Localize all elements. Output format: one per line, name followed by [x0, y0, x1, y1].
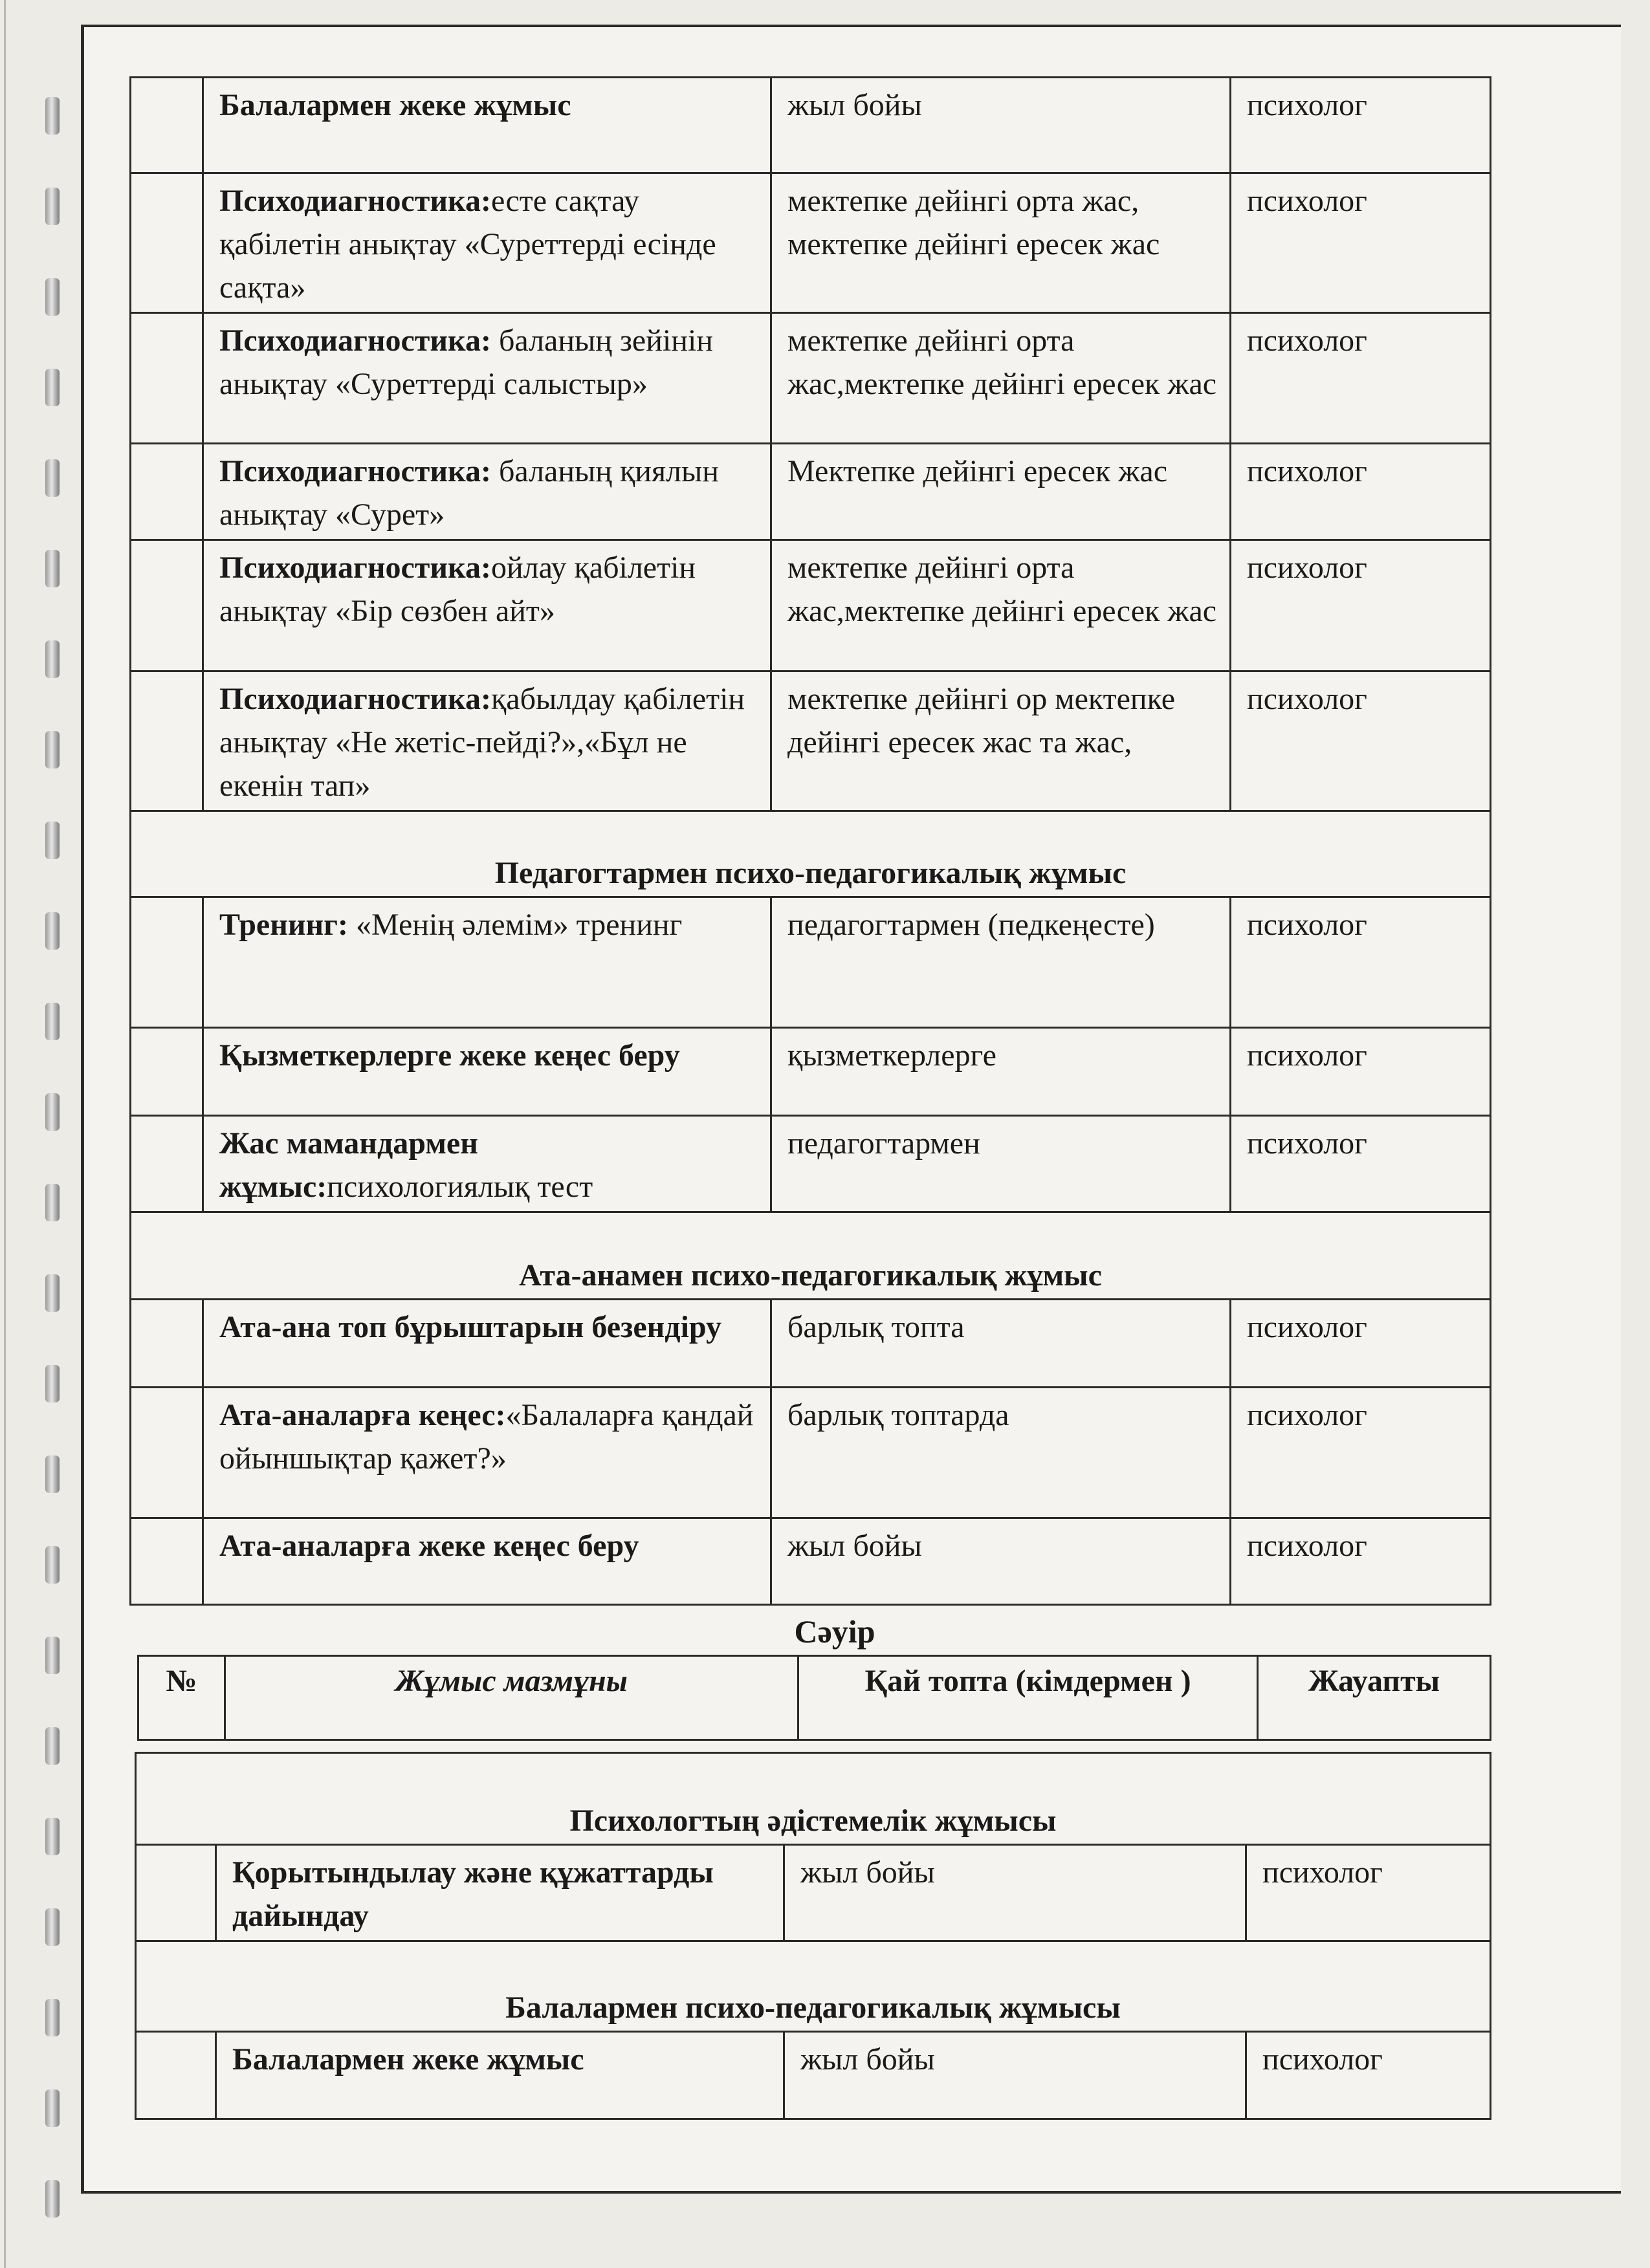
binding-ring — [45, 912, 60, 950]
table-row — [131, 1388, 1491, 1518]
table-row — [131, 897, 1491, 1028]
binding-ring — [45, 97, 60, 135]
row-number — [131, 1116, 203, 1212]
target-group: барлық топтарда — [771, 1388, 1231, 1518]
header-number: № — [138, 1656, 225, 1740]
binding-ring — [45, 1546, 60, 1584]
responsible: психолог — [1246, 2032, 1491, 2119]
responsible: психолог — [1231, 1028, 1491, 1116]
responsible: психолог — [1231, 313, 1491, 444]
target-group: педагогтармен — [771, 1116, 1231, 1212]
binding-ring — [45, 1093, 60, 1131]
row-number — [131, 173, 203, 313]
table-row — [131, 173, 1491, 313]
responsible: психолог — [1231, 1300, 1491, 1388]
row-number — [136, 1845, 216, 1941]
binding-ring — [45, 2180, 60, 2218]
binding-ring — [45, 1999, 60, 2036]
table-row — [131, 313, 1491, 444]
table-row — [131, 1116, 1491, 1212]
row-number — [131, 1518, 203, 1605]
target-group: мектепке дейінгі орта жас, мектепке дейінгі ересек жас — [771, 173, 1231, 313]
row-number — [131, 313, 203, 444]
target-group: барлық топта — [771, 1300, 1231, 1388]
target-group: мектепке дейінгі орта жас,мектепке дейінгі ересек жас — [771, 540, 1231, 671]
row-number — [131, 671, 203, 811]
work-content: Психодиагностика: баланың зейінін анықтау «Суреттерді салыстыр» — [203, 313, 771, 444]
table-row — [136, 1845, 1491, 1941]
section-row — [131, 811, 1491, 897]
header-row — [138, 1656, 1491, 1740]
row-number — [131, 1300, 203, 1388]
target-group: педагогтармен (педкеңесте) — [771, 897, 1231, 1028]
target-group: мектепке дейінгі ор мектепке дейінгі ересек жас та жас, — [771, 671, 1231, 811]
work-content: Балалармен жеке жұмыс — [216, 2032, 784, 2119]
responsible: психолог — [1231, 540, 1491, 671]
binding-ring — [45, 188, 60, 225]
table-row — [131, 1300, 1491, 1388]
section-row — [131, 1212, 1491, 1300]
row-number — [131, 1388, 203, 1518]
binding-ring — [45, 1908, 60, 1946]
binding-ring — [45, 1274, 60, 1312]
responsible: психолог — [1231, 671, 1491, 811]
work-content: Қызметкерлерге жеке кеңес беру — [203, 1028, 771, 1116]
header-responsible: Жауапты — [1258, 1656, 1491, 1740]
spiral-binding — [0, 0, 81, 2268]
responsible: психолог — [1231, 1388, 1491, 1518]
work-content: Ата-аналарға кеңес:«Балаларға қандай ойыншықтар қажет?» — [203, 1388, 771, 1518]
table-row — [131, 671, 1491, 811]
header-content: Жұмыс мазмұны — [225, 1656, 798, 1740]
target-group: қызметкерлерге — [771, 1028, 1231, 1116]
responsible: психолог — [1231, 897, 1491, 1028]
binding-ring — [45, 369, 60, 406]
work-content: Психодиагностика: баланың қиялын анықтау «Сурет» — [203, 444, 771, 540]
table-row — [131, 1518, 1491, 1605]
table-row — [131, 1028, 1491, 1116]
month-heading: Сәуір — [794, 1613, 875, 1650]
section-heading: Психологтың әдістемелік жұмысы — [136, 1753, 1491, 1845]
section-heading: Балалармен психо-педагогикалық жұмысы — [136, 1941, 1491, 2032]
responsible: психолог — [1231, 78, 1491, 173]
responsible: психолог — [1246, 1845, 1491, 1941]
binding-ring — [45, 1637, 60, 1674]
responsible: психолог — [1231, 444, 1491, 540]
work-content: Ата-аналарға жеке кеңес беру — [203, 1518, 771, 1605]
work-content: Психодиагностика:есте сақтау қабілетін анықтау «Суреттерді есінде сақта» — [203, 173, 771, 313]
target-group: жыл бойы — [771, 1518, 1231, 1605]
binding-ring — [45, 1818, 60, 1855]
row-number — [131, 444, 203, 540]
table-row — [136, 2032, 1491, 2119]
plan-table — [129, 76, 1491, 1606]
table-row — [131, 444, 1491, 540]
target-group: жыл бойы — [771, 78, 1231, 173]
target-group: жыл бойы — [784, 2032, 1246, 2119]
row-number — [131, 78, 203, 173]
binding-ring — [45, 822, 60, 859]
binding-ring — [45, 1456, 60, 1493]
binding-ring — [45, 459, 60, 497]
section-row — [136, 1753, 1491, 1845]
binding-ring — [45, 731, 60, 769]
table-row — [131, 540, 1491, 671]
plan-table-april — [135, 1752, 1491, 2120]
work-content: Ата-ана топ бұрыштарын безендіру — [203, 1300, 771, 1388]
target-group: жыл бойы — [784, 1845, 1246, 1941]
work-content: Балалармен жеке жұмыс — [203, 78, 771, 173]
header-group: Қай топта (кімдермен ) — [798, 1656, 1258, 1740]
row-number — [131, 897, 203, 1028]
binding-ring — [45, 640, 60, 678]
target-group: Мектепке дейінгі ересек жас — [771, 444, 1231, 540]
work-content: Тренинг: «Менің әлемім» тренинг — [203, 897, 771, 1028]
binding-ring — [45, 2089, 60, 2127]
work-content: Психодиагностика:қабылдау қабілетін анықтау «Не жетіс-пейді?»,«Бұл не екенін тап» — [203, 671, 771, 811]
binding-ring — [45, 1184, 60, 1221]
page-edge — [4, 0, 6, 2268]
responsible: психолог — [1231, 1116, 1491, 1212]
responsible: психолог — [1231, 1518, 1491, 1605]
row-number — [131, 540, 203, 671]
responsible: психолог — [1231, 173, 1491, 313]
section-row — [136, 1941, 1491, 2032]
work-content: Жас мамандармен жұмыс:психологиялық тест — [203, 1116, 771, 1212]
binding-ring — [45, 1727, 60, 1765]
section-heading: Ата-анамен психо-педагогикалық жұмыс — [131, 1212, 1491, 1300]
row-number — [131, 1028, 203, 1116]
binding-ring — [45, 278, 60, 316]
table-row — [131, 78, 1491, 173]
work-content: Қорытындылау және құжаттарды дайындау — [216, 1845, 784, 1941]
header-table — [137, 1655, 1491, 1741]
row-number — [136, 2032, 216, 2119]
section-heading: Педагогтармен психо-педагогикалық жұмыс — [131, 811, 1491, 897]
binding-ring — [45, 550, 60, 587]
work-content: Психодиагностика:ойлау қабілетін анықтау «Бір сөзбен айт» — [203, 540, 771, 671]
binding-ring — [45, 1003, 60, 1040]
target-group: мектепке дейінгі орта жас,мектепке дейінгі ересек жас — [771, 313, 1231, 444]
binding-ring — [45, 1365, 60, 1402]
